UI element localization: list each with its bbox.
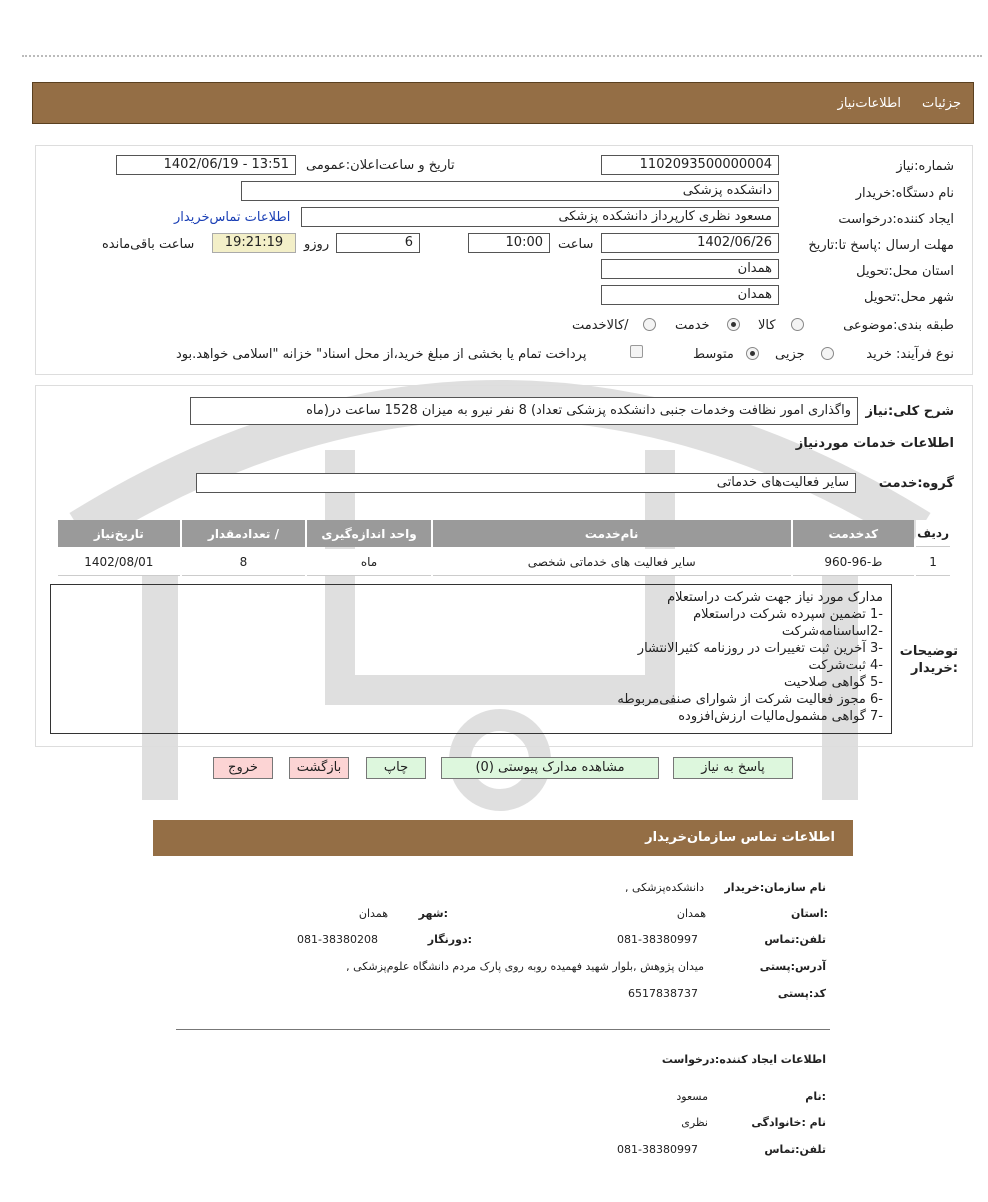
contact-fax-label: :دورنگار — [427, 933, 472, 946]
buyer-contact-link[interactable]: اطلاعات تماس‌خریدار — [174, 210, 291, 225]
contact-postal-value: 6517838737 — [628, 987, 698, 1000]
cell-row: 1 — [916, 549, 950, 576]
deadline-hour-label: ساعت — [558, 237, 594, 252]
announce-label: تاریخ و ساعت‌اعلان:عمومی — [306, 158, 455, 173]
requester-name-value: مسعود — [676, 1090, 708, 1103]
creator-label: ایجاد کننده:درخواست — [838, 212, 954, 227]
buyer-notes-box — [50, 584, 892, 734]
need-number-label: شماره:نیاز — [896, 159, 954, 174]
group-field: سایر فعالیت‌های خدماتی — [196, 473, 856, 493]
note-line: -4 ثبت‌شرکت — [808, 658, 883, 673]
contact-phone-label: تلفن:تماس — [764, 933, 826, 946]
note-line: -2اساسنامه‌شرکت — [781, 624, 883, 639]
cell-date: 1402/08/01 — [58, 549, 180, 576]
contact-fax-value: 081-38380208 — [297, 933, 378, 946]
cell-name: سایر فعالیت های خدماتی شخصی — [433, 549, 791, 576]
radio-goods-label: کالا — [758, 318, 776, 333]
top-divider — [22, 55, 982, 57]
contact-province-value: همدان — [676, 907, 706, 920]
radio-minor[interactable] — [821, 347, 834, 360]
page-header — [32, 82, 974, 124]
note-line: -6 مجوز فعالیت شرکت از شوارای صنفی‌مربوطه — [617, 692, 883, 707]
section-divider — [176, 1029, 830, 1030]
tab-details[interactable]: جزئیات — [922, 96, 961, 111]
category-label: طبقه بندی:موضوعی — [843, 318, 954, 333]
radio-goods[interactable] — [791, 318, 804, 331]
need-number-field: 1102093500000004 — [601, 155, 779, 175]
requester-phone-label: تلفن:تماس — [764, 1143, 826, 1156]
cell-unit: ماه — [307, 549, 431, 576]
table-row — [58, 549, 950, 576]
note-line: -1 تضمین سپرده شرکت دراستعلام — [693, 607, 883, 622]
requester-family-value: نظری — [681, 1116, 708, 1129]
note-line: مدارک مورد نیاز جهت شرکت دراستعلام — [667, 590, 883, 605]
view-attachments-button[interactable]: مشاهده مدارک پیوستی (0) — [441, 757, 659, 779]
province-field: همدان — [601, 259, 779, 279]
process-label: نوع فرآیند: خرید — [866, 347, 954, 362]
city-label: شهر محل:تحویل — [864, 290, 954, 305]
services-table — [56, 518, 952, 578]
radio-medium[interactable] — [746, 347, 759, 360]
contact-address-label: آدرس:پستی — [759, 960, 826, 973]
radio-minor-label: جزیی — [775, 347, 805, 362]
note-line: -5 گواهی صلاحیت — [784, 675, 883, 690]
cell-qty: 8 — [182, 549, 306, 576]
services-title: اطلاعات خدمات موردنیاز — [795, 436, 954, 451]
deadline-date-field: 1402/06/26 — [601, 233, 779, 253]
remaining-label: ساعت باقی‌مانده — [102, 237, 195, 252]
requester-title: اطلاعات ایجاد کننده:درخواست — [661, 1053, 826, 1066]
city-field: همدان — [601, 285, 779, 305]
remaining-time-field: 19:21:19 — [212, 233, 296, 253]
contact-phone-value: 081-38380997 — [617, 933, 698, 946]
deadline-label: مهلت ارسال :پاسخ تا:تاریخ — [808, 238, 954, 253]
cell-code: ط-96-960 — [793, 549, 915, 576]
radio-service[interactable] — [727, 318, 740, 331]
radio-goods-service[interactable] — [643, 318, 656, 331]
contact-postal-label: کد:پستی — [777, 987, 826, 1000]
contact-city-value: همدان — [358, 907, 388, 920]
reply-button[interactable]: پاسخ به نیاز — [673, 757, 793, 779]
buyer-notes-label: توضیحات :خریدار — [899, 644, 958, 676]
exit-button[interactable]: خروج — [213, 757, 273, 779]
contact-org-value: دانشکده‌پزشکی , — [624, 881, 704, 894]
note-line: -3 آخرین ثبت تغییرات در روزنامه کثیرالانتشار — [637, 641, 883, 656]
col-row: ردیف — [916, 520, 950, 547]
treasury-payment-text: پرداخت تمام یا بخشی از مبلغ خرید،از محل اسناد" خزانه "اسلامی خواهد.بود — [176, 347, 587, 362]
province-label: استان محل:تحویل — [856, 264, 954, 279]
requester-phone-value: 081-38380997 — [617, 1143, 698, 1156]
announce-field: 1402/06/19 - 13:51 — [116, 155, 296, 175]
group-label: گروه:خدمت — [878, 476, 954, 491]
summary-label: شرح کلی:نیاز — [865, 404, 954, 419]
days-field: 6 — [336, 233, 420, 253]
col-qty: / تعدادمقدار — [182, 520, 306, 547]
contact-province-label: :استان — [791, 907, 828, 920]
tab-need-info[interactable]: اطلاعات‌نیاز — [837, 96, 901, 111]
radio-medium-label: متوسط — [693, 347, 734, 362]
creator-field: مسعود نظری کارپرداز دانشکده پزشکی — [301, 207, 779, 227]
col-date: تاریخ‌نیاز — [58, 520, 180, 547]
contact-city-label: :شهر — [418, 907, 448, 920]
contact-address-value: میدان پژوهش ,بلوار شهید فهمیده روبه روی پارک مردم دانشگاه علوم‌پزشکی , — [346, 960, 704, 973]
contact-org-label: نام سازمان:خریدار — [724, 881, 826, 894]
print-button[interactable]: چاپ — [366, 757, 426, 779]
col-name: نام‌خدمت — [433, 520, 791, 547]
summary-field: واگذاری امور نظافت وخدمات جنبی دانشکده پزشکی تعداد) 8 نفر نیرو به میزان 1528 ساعت در(ماه — [190, 397, 858, 425]
radio-goods-service-label: /کالاخدمت — [572, 318, 629, 333]
requester-family-label: نام :خانوادگی — [751, 1116, 826, 1129]
need-info-panel — [35, 145, 973, 375]
buyer-org-field: دانشکده پزشکی — [241, 181, 779, 201]
col-unit: واحد اندازه‌گیری — [307, 520, 431, 547]
col-code: کدخدمت — [793, 520, 915, 547]
contact-section-title: اطلاعات تماس سازمان‌خریدار — [645, 830, 835, 845]
contact-section-header — [153, 820, 853, 856]
treasury-payment-checkbox[interactable] — [630, 345, 643, 358]
buyer-org-label: نام دستگاه:خریدار — [855, 186, 954, 201]
note-line: -7 گواهی مشمول‌مالیات ارزش‌افزوده — [678, 709, 883, 724]
back-button[interactable]: بازگشت — [289, 757, 349, 779]
radio-service-label: خدمت — [675, 318, 710, 333]
table-header-row — [58, 520, 950, 547]
deadline-time-field: 10:00 — [468, 233, 550, 253]
requester-name-label: :نام — [805, 1090, 826, 1103]
days-label: روزو — [304, 237, 330, 252]
